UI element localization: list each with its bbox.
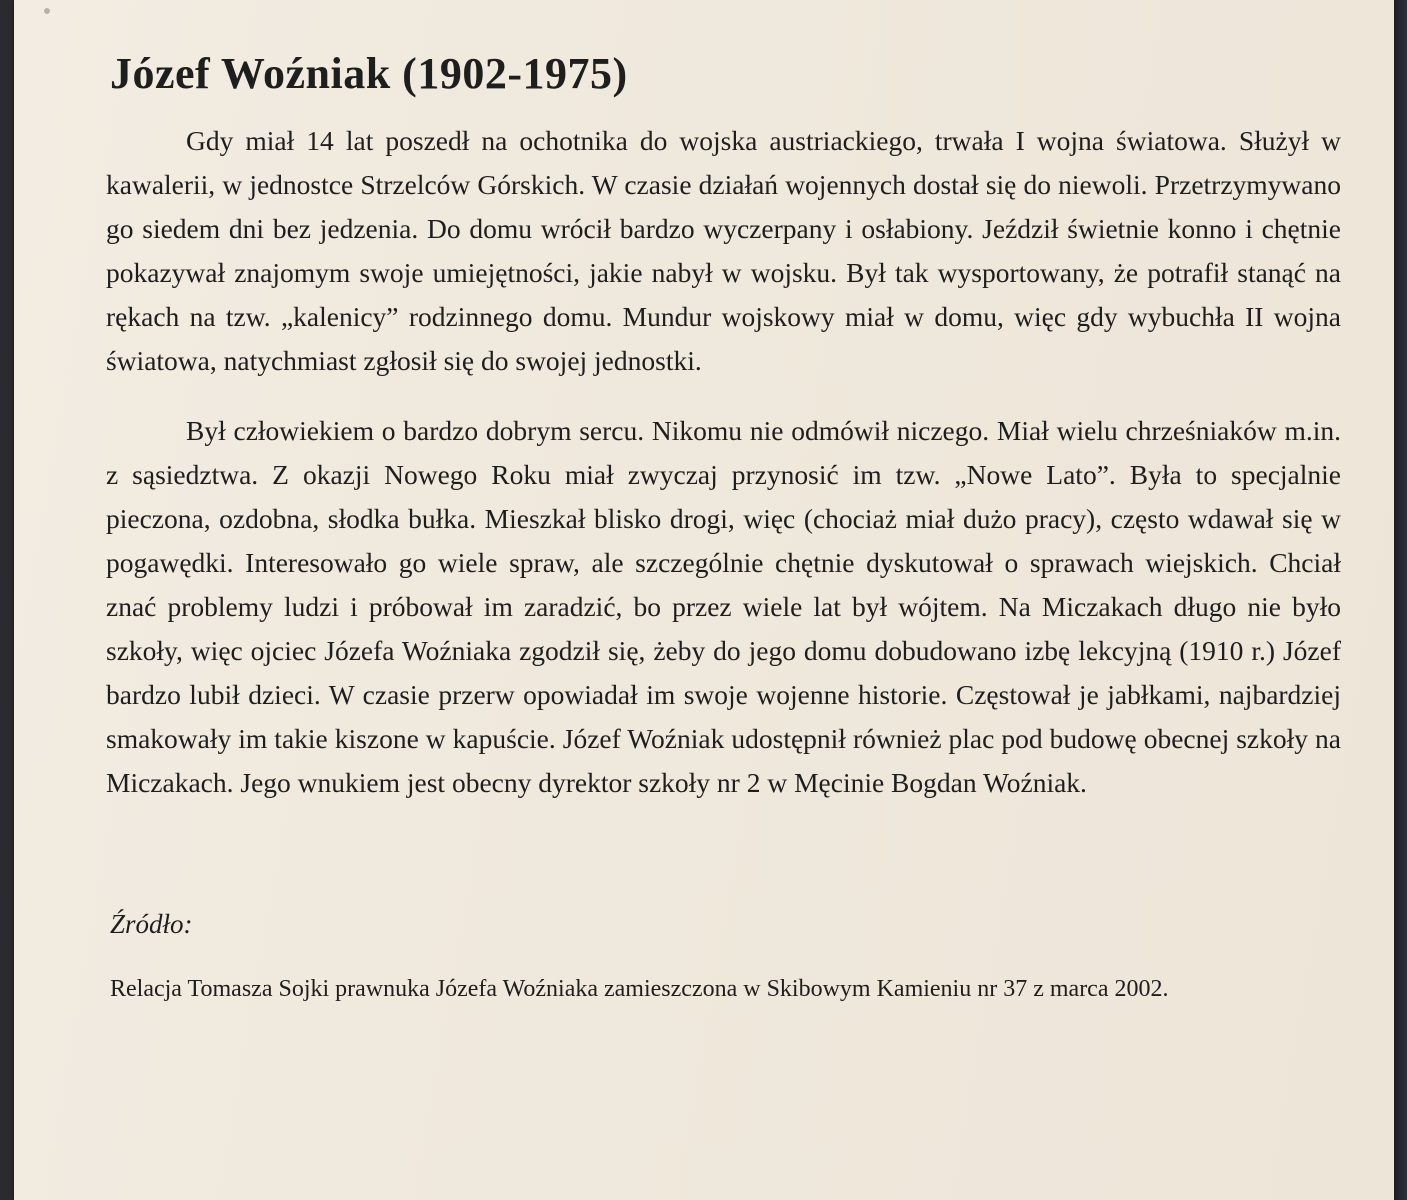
document-board bbox=[14, 0, 1394, 1200]
paragraph-1: Gdy miał 14 lat poszedł na ochotnika do wojska austriackiego, trwała I wojna światowa. Służył w kawalerii, w jednostce Strzelców Górskich. W czasie działań wojennych dostał się do niewoli. Przetrzymywano go siedem dni bez jedzenia. Do domu wrócił bardzo wyczerpany i osłabiony. Jeździł świetnie konno i chętnie pokazywał znajomym swoje umiejętności, jakie nabył w wojsku. Był tak wysportowany, że potrafił stanąć na rękach na tzw. „kalenicy” rodzinnego domu. Mundur wojskowy miał w domu, więc gdy wybuchła II wojna światowa, natychmiast zgłosił się do swojej jednostki. bbox=[106, 125, 1341, 376]
document-content bbox=[94, 48, 1344, 1008]
background-edge bbox=[1394, 0, 1407, 1200]
paragraph-2: Był człowiekiem o bardzo dobrym sercu. Nikomu nie odmówił niczego. Miał wielu chrześniaków m.in. z sąsiedztwa. Z okazji Nowego Roku miał zwyczaj przynosić im tzw. „Nowe Lato”. Była to specjalnie pieczona, ozdobna, słodka bułka. Mieszkał blisko drogi, więc (chociaż miał dużo pracy), często wdawał się w pogawędki. Interesowało go wiele spraw, ale szczególnie chętnie dyskutował o sprawach wiejskich. Chciał znać problemy ludzi i próbował im zaradzić, bo przez wiele lat był wójtem. Na Miczakach długo nie było szkoły, więc ojciec Józefa Woźniaka zgodził się, żeby do jego domu dobudowano izbę lekcyjną (1910 r.) Józef bardzo lubił dzieci. W czasie przerw opowiadał im swoje wojenne historie. Częstował je jabłkami, najbardziej smakowały im takie kiszone w kapuście. Józef Woźniak udostępnił również plac pod budowę obecnej szkoły na Miczakach. Jego wnukiem jest obecny dyrektor szkoły nr 2 w Męcinie Bogdan Woźniak. bbox=[106, 415, 1341, 798]
source-text: Relacja Tomasza Sojki prawnuka Józefa Woźniaka zamieszczona w Skibowym Kamieniu nr 37 z marca 2002. bbox=[110, 976, 1169, 1002]
document-title: Józef Woźniak (1902-1975) bbox=[110, 49, 628, 98]
pin-dot bbox=[44, 8, 50, 14]
source-label: Źródło: bbox=[110, 909, 193, 939]
